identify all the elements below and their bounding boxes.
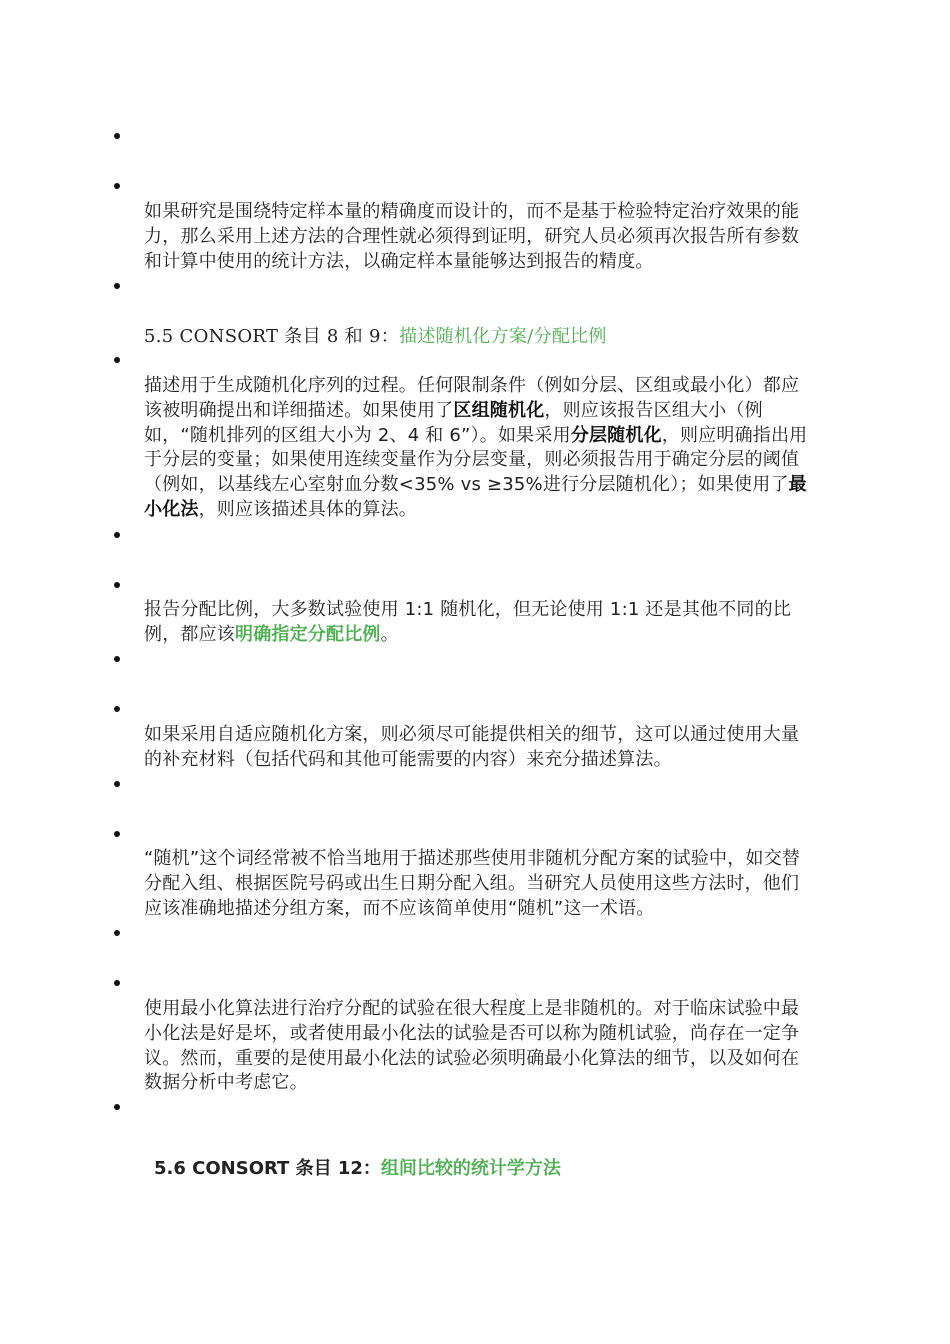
bold-term-minimization: 最小化法 [144,474,807,520]
list-bullet [114,532,120,538]
list-bullet [114,930,120,936]
paragraph-allocation-ratio [144,598,814,648]
text-run: ，则应该报告区组大小（例如，“随机排列的区组大小为 2、4 和 6”）。如果采用 [144,399,763,446]
heading-title: 描述随机化方案/分配比例 [399,326,607,347]
text-run: 。 [380,623,399,645]
list-bullet [114,357,120,363]
list-bullet [114,283,120,289]
list-bullet [114,133,120,139]
paragraph-randomization-process [144,374,814,523]
section-heading-5-5 [144,325,607,349]
paragraph-adaptive-randomization: 如果采用自适应随机化方案，则必须尽可能提供相关的细节，这可以通过使用大量的补充材料（包括代码和其他可能需要的内容）来充分描述算法。 [144,724,800,770]
highlight-allocation-ratio: 明确指定分配比例 [235,623,381,645]
bold-term-block-randomization: 区组随机化 [453,399,545,421]
text-run: ，则应明确指出用于分层的变量；如果使用连续变量作为分层变量，则必须报告用于确定分层的阈值（例如，以基线左心室射血分数<35% vs ≥35%进行分层随机化）；如果使用了 [144,424,808,496]
list-bullet [114,1104,120,1110]
list-bullet [114,183,120,189]
heading-prefix: 5.5 CONSORT 条目 8 和 9： [144,326,400,347]
text-run: ，则应该描述具体的算法。 [198,498,418,520]
paragraph-minimization-algorithm: 使用最小化算法进行治疗分配的试验在很大程度上是非随机的。对于临床试验中最小化法是好是坏，或者使用最小化法的试验是否可以称为随机试验，尚存在一定争议。然而，重要的是使用最小化法的试验必须明确最小化算法的细节，以及如何在数据分析中考虑它。 [144,998,800,1094]
list-bullet [114,656,120,662]
heading-title: 组间比较的统计学方法 [380,1158,561,1179]
list-bullet [114,781,120,787]
text-run: 报告分配比例，大多数试验使用 1:1 随机化，但无论使用 1:1 还是其他不同的比例，都应该 [144,599,792,645]
list-bullet [114,831,120,837]
section-heading-5-6 [154,1157,561,1181]
heading-prefix: 5.6 CONSORT 条目 12： [154,1158,381,1179]
list-bullet [114,706,120,712]
list-bullet [114,980,120,986]
bold-term-stratified-randomization: 分层随机化 [570,424,662,446]
paragraph-sample-size-precision: 如果研究是围绕特定样本量的精确度而设计的，而不是基于检验特定治疗效果的能力，那么采用上述方法的合理性就必须得到证明，研究人员必须再次报告所有参数和计算中使用的统计方法，以确定样本量能够达到报告的精度。 [144,201,800,272]
list-bullet [114,582,120,588]
paragraph-random-term-misuse: “随机”这个词经常被不恰当地用于描述那些使用非随机分配方案的试验中，如交替分配入组、根据医院号码或出生日期分配入组。当研究人员使用这些方法时，他们应该准确地描述分组方案，而不应该简单使用“随机”这一术语。 [144,848,801,919]
text-run: 描述用于生成随机化序列的过程。任何限制条件（例如分层、区组或最小化）都应该被明确提出和详细描述。如果使用了 [144,375,800,421]
